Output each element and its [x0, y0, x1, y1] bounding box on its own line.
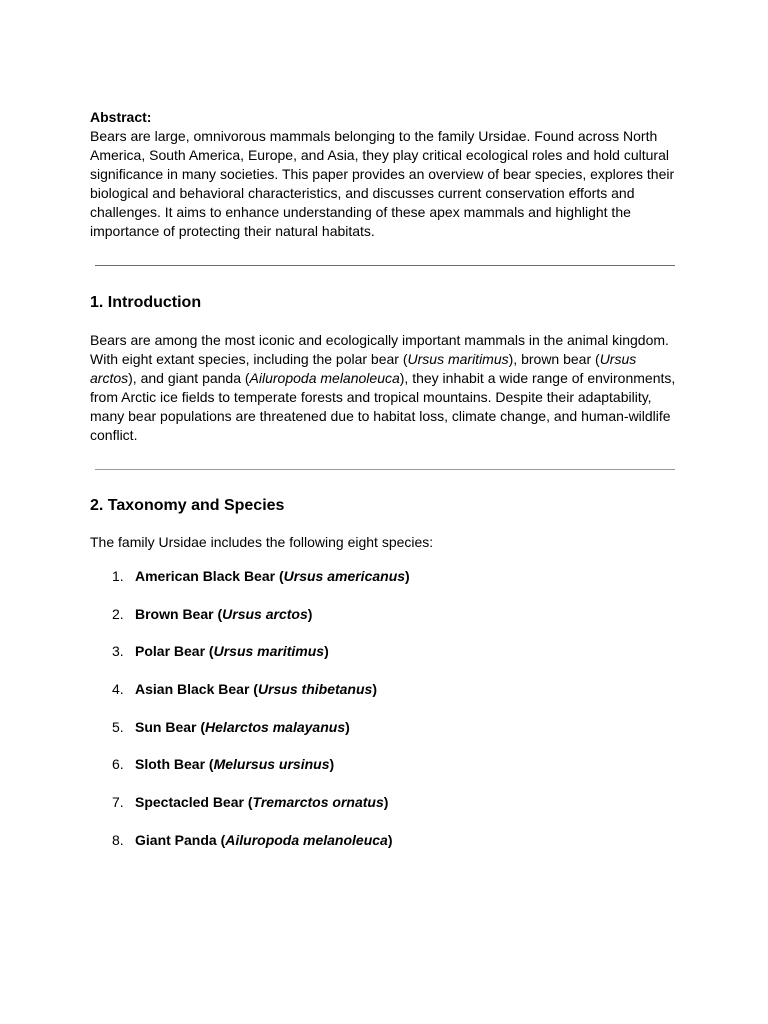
common-name: Giant Panda [135, 831, 217, 848]
list-item [90, 718, 680, 756]
species-name: Asian Black Bear (Ursus thibetanus) [135, 681, 377, 698]
species-name: American Black Bear (Ursus americanus) [135, 568, 410, 584]
scientific-name: Ursus maritimus [213, 643, 325, 660]
list-item-number: 1. [112, 568, 124, 584]
species-name: Brown Bear (Ursus arctos) [135, 605, 313, 622]
scientific-name: Helarctos malayanus [205, 718, 346, 735]
list-item-number: 6. [112, 756, 124, 773]
species-name: Giant Panda (Ailuropoda melanoleuca) [135, 831, 393, 848]
list-item [90, 793, 680, 831]
abstract-heading: Abstract: [90, 109, 152, 125]
scientific-name: Ursus americanus [283, 568, 406, 584]
common-name: Polar Bear [135, 643, 206, 660]
intro-text-segment: ), brown bear ( [508, 351, 600, 367]
list-item-number: 2. [112, 605, 124, 622]
introduction-paragraph [90, 331, 680, 445]
species-name: Sun Bear (Helarctos malayanus) [135, 718, 350, 735]
list-item-number: 8. [112, 831, 124, 848]
species-list [90, 567, 680, 869]
intro-text-segment: Bears are among the most iconic and ecologically important mammals in the animal kingdom. With eight extant species, including the polar bear ( [90, 332, 669, 367]
common-name: Brown Bear [135, 605, 214, 622]
taxonomy-heading: 2. Taxonomy and Species [90, 497, 285, 514]
list-item-number: 4. [112, 681, 124, 698]
common-name: Sun Bear [135, 718, 197, 735]
list-item-number: 3. [112, 643, 124, 660]
abstract-text: Bears are large, omnivorous mammals belonging to the family Ursidae. Found across North America, South America, Europe, and Asia, they play critical ecological roles and hold cultural significance in many societies. This paper provides an overview of bear species, explores their biological and behavioral characteristics, and discusses current conservation efforts and challenges. It aims to enhance understanding of these apex mammals and highlight the importance of protecting their natural habitats. [90, 128, 675, 239]
species-name: Polar Bear (Ursus maritimus) [135, 643, 329, 660]
list-item-number: 5. [112, 718, 124, 735]
scientific-name: Tremarctos ornatus [252, 794, 384, 811]
section-divider [95, 265, 675, 266]
list-item [90, 755, 680, 793]
scientific-name: Ailuropoda melanoleuca [225, 831, 388, 848]
list-item [90, 605, 680, 643]
section-divider [95, 469, 675, 470]
intro-text-segment: ), and giant panda ( [128, 370, 250, 386]
common-name: American Black Bear [135, 568, 276, 584]
common-name: Asian Black Bear [135, 681, 250, 698]
document-page [90, 108, 680, 848]
intro-text-segment: ), they inhabit a wide range of environments, from Arctic ice fields to temperate forests and tropical mountains. Despite their adaptability, many bear populations are threatened due to habitat loss, climate change, and human-wildlife conflict. [90, 370, 676, 443]
scientific-name: Ursus arctos [222, 605, 308, 622]
scientific-name: Ursus thibetanus [257, 681, 373, 698]
species-name: Sloth Bear (Melursus ursinus) [135, 756, 335, 773]
list-item [90, 642, 680, 680]
scientific-name: Ursus arctos [90, 351, 637, 386]
species-name: Spectacled Bear (Tremarctos ornatus) [135, 794, 389, 811]
list-item [90, 680, 680, 718]
scientific-name: Melursus ursinus [213, 756, 330, 773]
scientific-name: Ailuropoda melanoleuca [249, 370, 400, 386]
common-name: Sloth Bear [135, 756, 206, 773]
list-item [90, 567, 680, 605]
list-item-number: 7. [112, 794, 124, 811]
list-item [90, 831, 680, 869]
common-name: Spectacled Bear [135, 794, 244, 811]
scientific-name: Ursus maritimus [407, 351, 509, 367]
taxonomy-intro: The family Ursidae includes the following eight species: [90, 534, 434, 550]
introduction-heading: 1. Introduction [90, 294, 202, 311]
